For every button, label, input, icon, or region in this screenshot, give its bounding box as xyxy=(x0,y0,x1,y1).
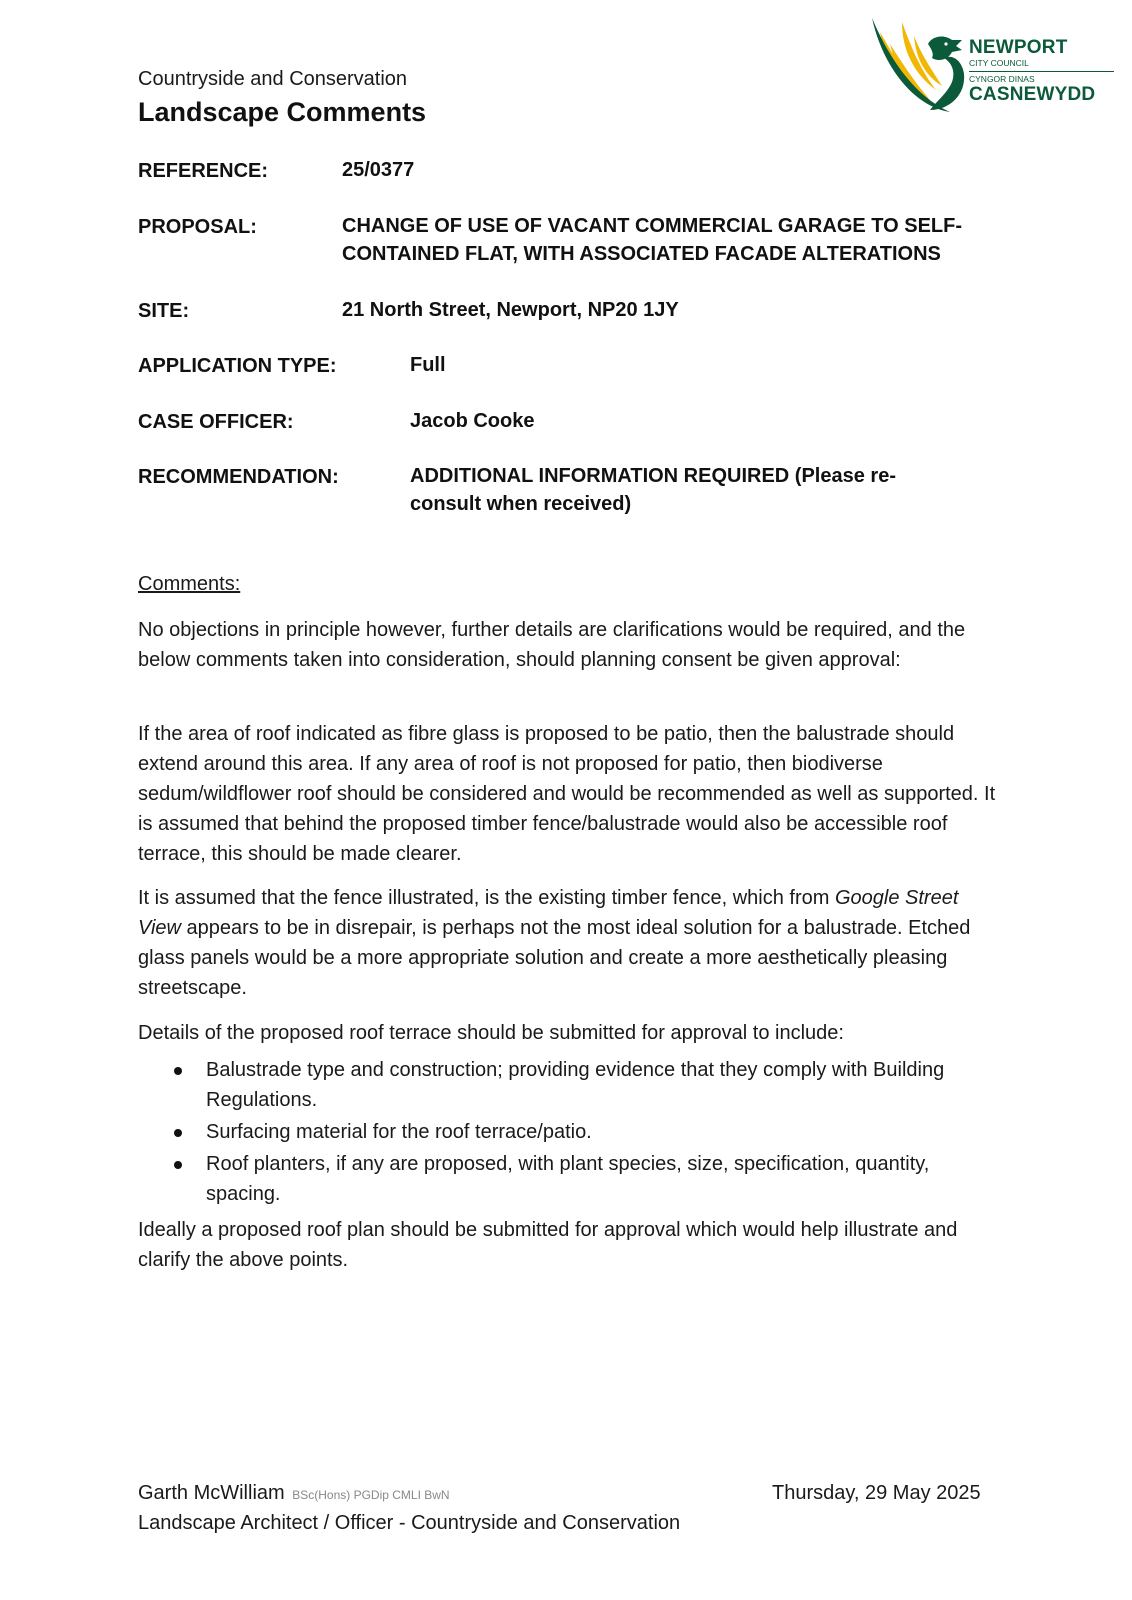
logo-text xyxy=(969,38,1114,105)
comments-heading: Comments: xyxy=(138,573,241,595)
bullet-icon xyxy=(174,1129,182,1137)
signatory-name xyxy=(138,1482,450,1505)
list-item: Balustrade type and construction; providing evidence that they comply with Building Regulations. xyxy=(138,1055,1000,1115)
para3-text-start: It is assumed that the fence illustrated, is the existing timber fence, which from xyxy=(138,887,835,909)
logo-city-council: CITY COUNCIL xyxy=(969,58,1029,68)
google-street-view-text: Google Street View xyxy=(138,887,959,939)
comments-paragraph-1: No objections in principle however, further details are clarifications would be required, and the below comments taken into consideration, should planning consent be given approval: xyxy=(138,619,966,671)
proposal-value-line1: CHANGE OF USE OF VACANT COMMERCIAL GARAGE TO SELF- xyxy=(342,215,963,237)
bullet-icon xyxy=(174,1161,182,1169)
application-type-value: Full xyxy=(410,354,446,376)
logo-casnewydd: CASNEWYDD xyxy=(969,84,1096,105)
bullet-icon xyxy=(174,1067,182,1075)
proposal-label: PROPOSAL: xyxy=(138,216,257,238)
proposal-value-line2: CONTAINED FLAT, WITH ASSOCIATED FACADE ALTERATIONS xyxy=(342,243,941,265)
roof-terrace-details-list xyxy=(138,1055,1000,1211)
reference-value: 25/0377 xyxy=(342,159,415,181)
document-title: Landscape Comments xyxy=(138,97,427,127)
comments-paragraph-3 xyxy=(138,883,1000,1003)
signatory-role: Landscape Architect / Officer - Countryside and Conservation xyxy=(138,1512,681,1534)
site-value: 21 North Street, Newport, NP20 1JY xyxy=(342,299,679,321)
recommendation-label: RECOMMENDATION: xyxy=(138,466,339,488)
comments-paragraph-4: Details of the proposed roof terrace should be submitted for approval to include: xyxy=(138,1022,844,1044)
case-officer-value: Jacob Cooke xyxy=(410,410,535,432)
logo-cyngor-dinas: CYNGOR DINAS xyxy=(969,74,1035,84)
site-label: SITE: xyxy=(138,300,190,322)
list-item: Surfacing material for the roof terrace/patio. xyxy=(138,1117,1000,1147)
dragon-emblem-icon xyxy=(872,14,972,118)
department-name: Countryside and Conservation xyxy=(138,68,408,90)
council-logo xyxy=(872,14,1112,118)
logo-newport: NEWPORT xyxy=(969,37,1068,58)
document-date: Thursday, 29 May 2025 xyxy=(772,1482,981,1504)
comments-paragraph-2: If the area of roof indicated as fibre glass is proposed to be patio, then the balustrade should extend around this area. If any area of roof is not proposed for patio, then biodiverse sedum/wildflower roof should be considered and would be recommended as well as supported. It is assumed that behind the proposed timber fence/balustrade would also be accessible roof terrace, this should be made clearer. xyxy=(138,723,996,865)
case-officer-label: CASE OFFICER: xyxy=(138,411,294,433)
para3-text-end: appears to be in disrepair, is perhaps not the most ideal solution for a balustrade. Etched glass panels would be a more appropriate solution and create a more aesthetically pleasing streetscape. xyxy=(138,917,971,999)
reference-label: REFERENCE: xyxy=(138,160,269,182)
application-type-label: APPLICATION TYPE: xyxy=(138,355,337,377)
recommendation-value xyxy=(410,462,896,518)
signatory-name-text: Garth McWilliam xyxy=(138,1482,285,1504)
recommendation-value-line2: consult when received) xyxy=(410,493,632,515)
recommendation-value-line1: ADDITIONAL INFORMATION REQUIRED (Please re- xyxy=(410,465,896,487)
signatory-qualifications: BSc(Hons) PGDip CMLI BwN xyxy=(292,1488,450,1502)
proposal-value xyxy=(342,212,962,268)
comments-paragraph-5: Ideally a proposed roof plan should be submitted for approval which would help illustrate and clarify the above points. xyxy=(138,1219,958,1271)
list-item: Roof planters, if any are proposed, with plant species, size, specification, quantity, spacing. xyxy=(138,1149,1000,1209)
